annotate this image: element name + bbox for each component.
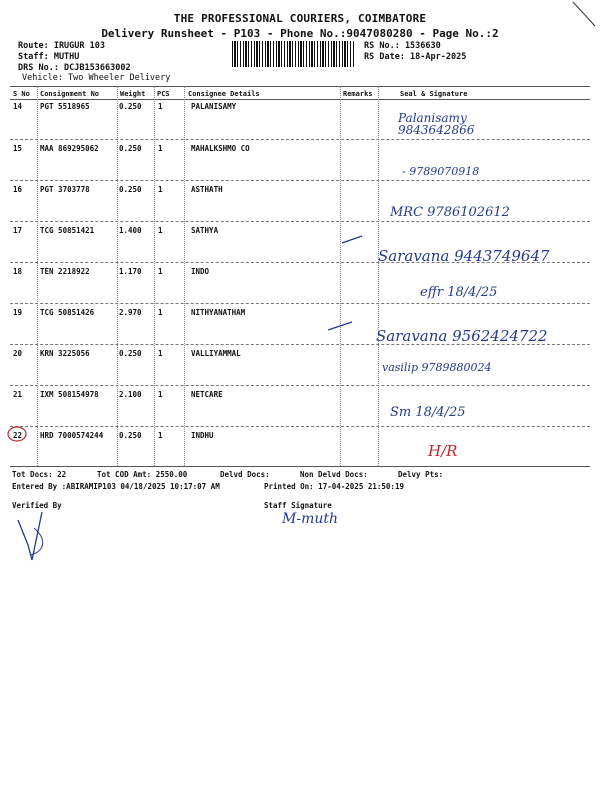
signature-16: MRC 9786102612 <box>390 205 510 220</box>
row-consignee: NITHYANATHAM <box>191 308 246 317</box>
staff: Staff: MUTHU <box>18 52 80 62</box>
row-pcs: 1 <box>158 102 163 111</box>
row-pcs: 1 <box>158 144 163 153</box>
row-weight: 0.250 <box>119 431 142 440</box>
row-weight: 0.250 <box>119 144 142 153</box>
row-weight: 0.250 <box>119 102 142 111</box>
row-pcs: 1 <box>158 185 163 194</box>
col-header-seal-signature: Seal & Signature <box>400 90 468 98</box>
row-consignment: PGT 5518965 <box>40 102 90 111</box>
row-pcs: 1 <box>158 308 163 317</box>
verified-by-label: Verified By <box>12 501 62 510</box>
staff-signature: M-muth <box>282 511 338 527</box>
row-pcs: 1 <box>158 390 163 399</box>
delivered-docs: Delvd Docs: <box>220 470 270 479</box>
row-pcs: 1 <box>158 226 163 235</box>
verified-signature <box>18 512 42 560</box>
signature-14: Palanisamy 9843642866 <box>398 111 475 137</box>
remark-tick <box>328 322 352 330</box>
signature-19: Saravana 9562424722 <box>376 327 548 345</box>
rs-date: RS Date: 18-Apr-2025 <box>364 52 467 62</box>
red-circle-mark <box>8 427 26 441</box>
delivery-points: Delvy Pts: <box>398 470 444 479</box>
signature-15: - 9789070918 <box>402 165 480 178</box>
row-sno: 22 <box>13 431 23 440</box>
row-consignee: MAHALKSHMO CO <box>191 144 250 153</box>
row-consignment: TCG 50851421 <box>40 226 95 235</box>
printed-on: Printed On: 17-04-2025 21:50:19 <box>264 482 404 491</box>
drs-number: DRS No.: DCJB153663002 <box>18 63 131 73</box>
row-sno: 15 <box>13 144 23 153</box>
signature-20: vasilip 9789880024 <box>382 361 492 374</box>
row-pcs: 1 <box>158 349 163 358</box>
row-weight: 0.250 <box>119 185 142 194</box>
row-weight: 1.170 <box>119 267 142 276</box>
signature-21: Sm 18/4/25 <box>390 405 466 420</box>
col-header-sno: S No <box>13 90 30 98</box>
row-pcs: 1 <box>158 431 163 440</box>
row-consignment: TEN 2218922 <box>40 267 90 276</box>
row-weight: 2.100 <box>119 390 142 399</box>
row-consignment: PGT 3703778 <box>40 185 90 194</box>
signature-22: H/R <box>428 442 458 460</box>
row-consignee: SATHYA <box>191 226 219 235</box>
row-consignee: ASTHATH <box>191 185 223 194</box>
row-sno: 21 <box>13 390 23 399</box>
vehicle: Vehicle: Two Wheeler Delivery <box>22 73 171 83</box>
entered-by: Entered By :ABIRAMIP103 04/18/2025 10:17:07 AM <box>12 482 220 491</box>
signature-18: effr 18/4/25 <box>420 285 498 300</box>
row-consignment: TCG 50851426 <box>40 308 95 317</box>
signature-17: Saravana 9443749647 <box>378 247 550 265</box>
row-consignment: KRN 3225056 <box>40 349 90 358</box>
runsheet-subtitle: Delivery Runsheet - P103 - Phone No.:9047080280 - Page No.:2 <box>101 27 499 40</box>
row-consignee: VALLIYAMMAL <box>191 349 241 358</box>
col-header-consignment: Consignment No <box>40 90 100 98</box>
row-consignee: INDHU <box>191 431 214 440</box>
col-header-remarks: Remarks <box>343 90 373 98</box>
total-docs: Tot Docs: 22 <box>12 470 67 479</box>
col-header-consignee: Consignee Details <box>188 90 260 98</box>
col-header-weight: Weight <box>120 90 146 98</box>
row-weight: 1.400 <box>119 226 142 235</box>
rs-number: RS No.: 1536630 <box>364 41 441 51</box>
staff-signature-label: Staff Signature <box>264 501 332 510</box>
row-pcs: 1 <box>158 267 163 276</box>
total-cod-amount: Tot COD Amt: 2550.00 <box>97 470 188 479</box>
route: Route: IRUGUR 103 <box>18 41 105 51</box>
row-weight: 0.250 <box>119 349 142 358</box>
company-title: THE PROFESSIONAL COURIERS, COIMBATORE <box>173 12 427 25</box>
row-weight: 2.970 <box>119 308 142 317</box>
row-consignment: MAA 869295062 <box>40 144 99 153</box>
row-sno: 16 <box>13 185 23 194</box>
row-sno: 18 <box>13 267 23 276</box>
row-consignee: PALANISAMY <box>191 102 237 111</box>
remark-tick <box>342 236 362 243</box>
row-sno: 17 <box>13 226 23 235</box>
row-consignment: IXM 508154978 <box>40 390 99 399</box>
row-consignee: NETCARE <box>191 390 223 399</box>
row-consignment: HRD 7000574244 <box>40 431 104 440</box>
row-sno: 14 <box>13 102 23 111</box>
non-delivered-docs: Non Delvd Docs: <box>300 470 368 479</box>
row-consignee: INDO <box>191 267 210 276</box>
row-sno: 20 <box>13 349 23 358</box>
col-header-pcs: PCS <box>157 90 170 98</box>
row-sno: 19 <box>13 308 23 317</box>
